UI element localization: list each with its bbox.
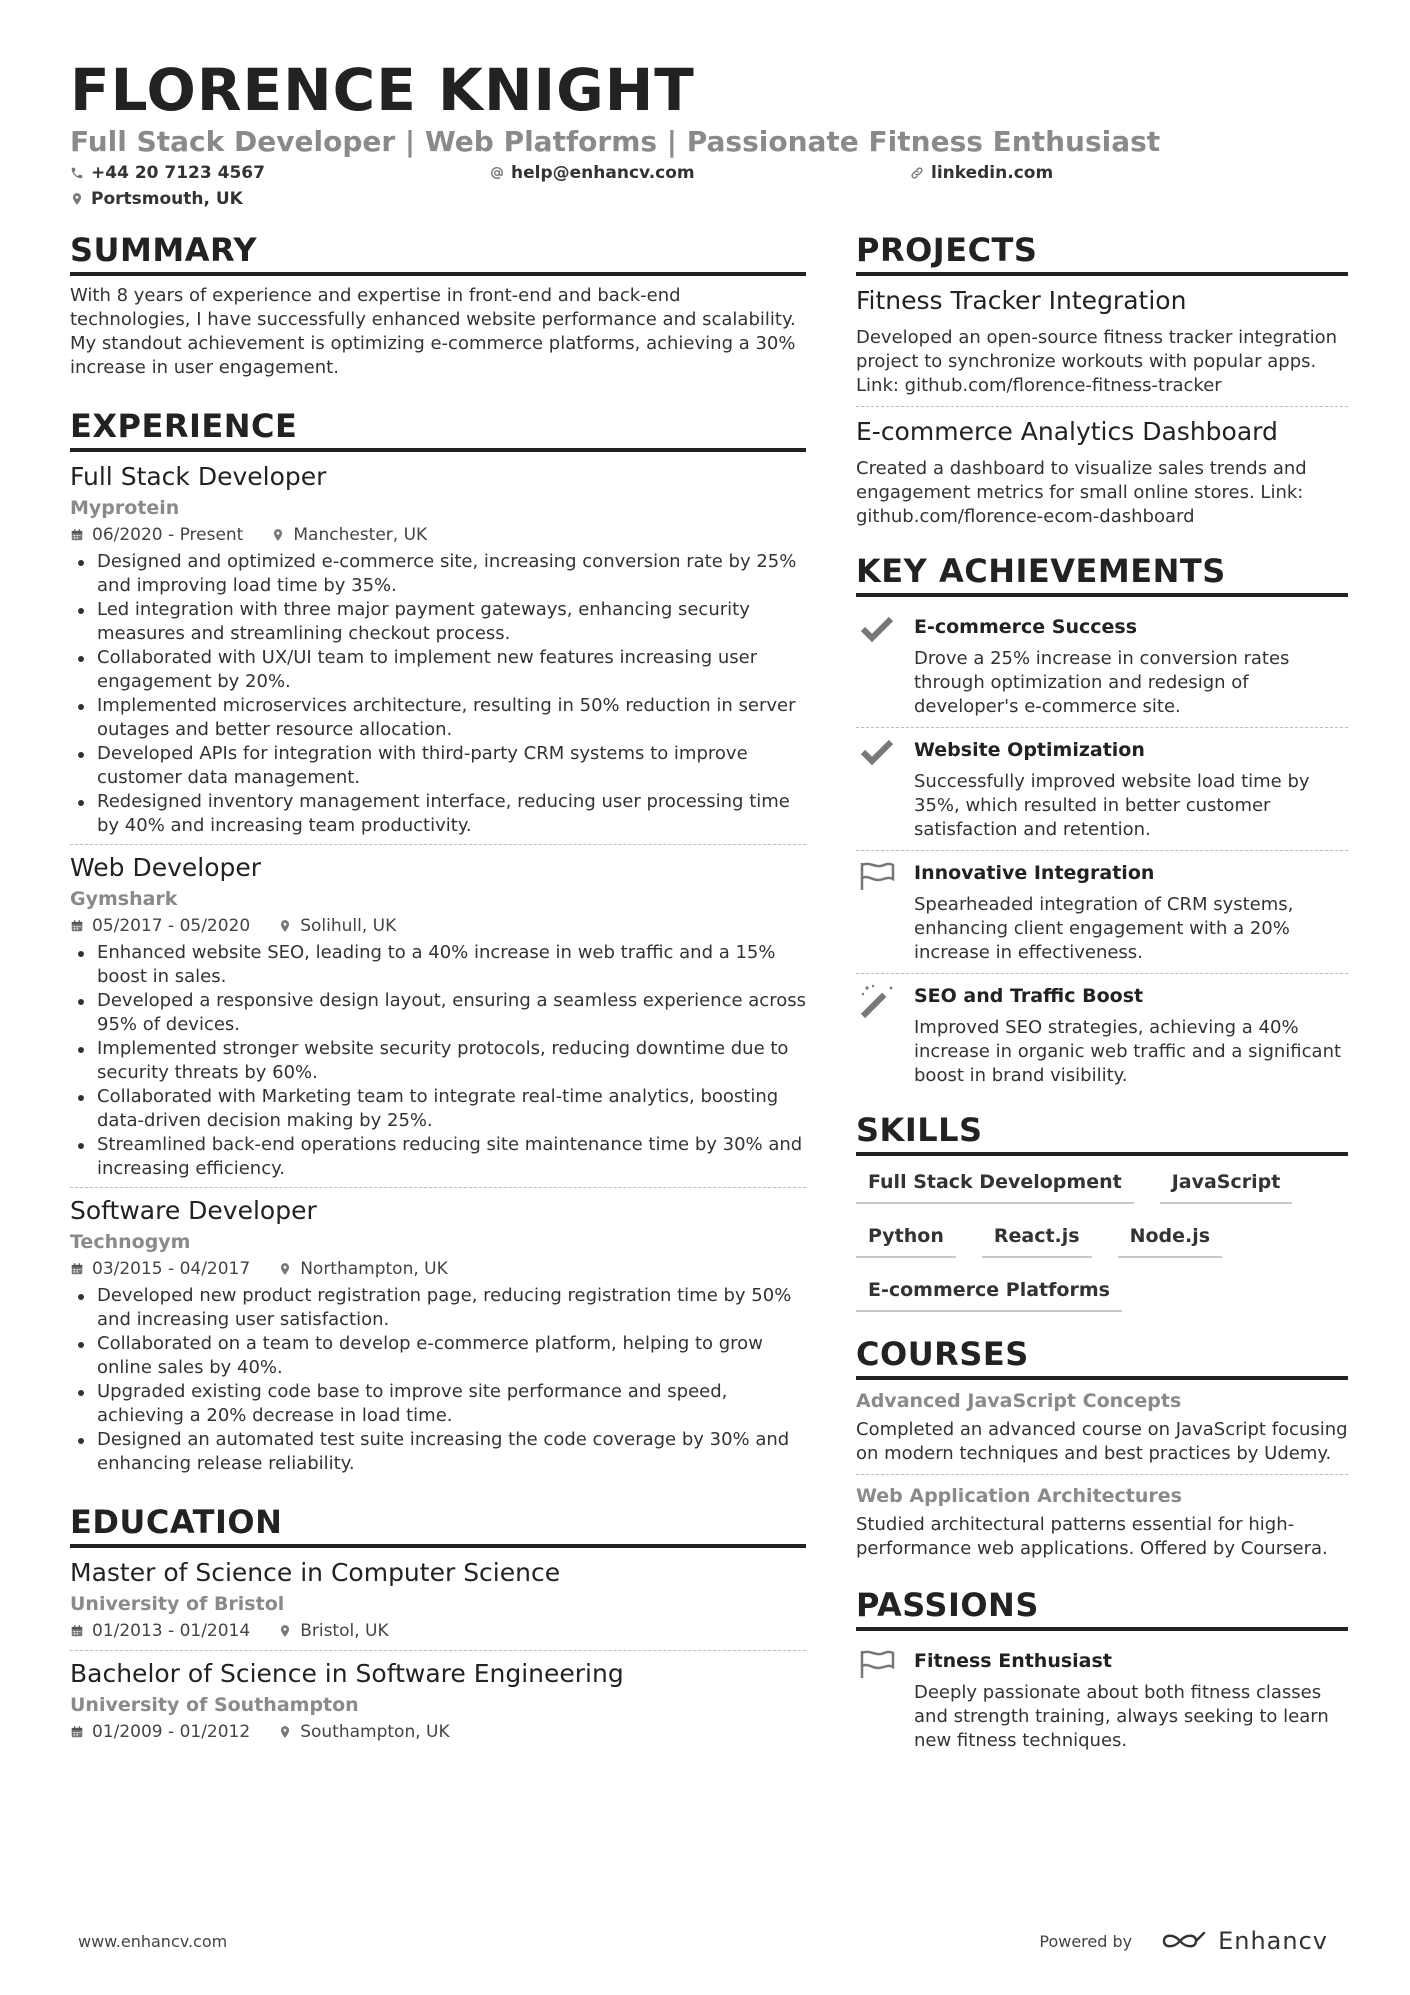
bullet-item: Upgraded existing code base to improve site performance and speed, achieving a 20% decrease in load time. — [70, 1380, 806, 1428]
degree-title: Bachelor of Science in Software Engineering — [70, 1659, 624, 1688]
contact-row-2 — [70, 186, 1350, 212]
job-bullets — [70, 941, 806, 1181]
job-location-text: Manchester, UK — [293, 525, 428, 545]
job-title: Web Developer — [70, 853, 262, 882]
job-dates: 06/2020 - Present — [92, 525, 244, 545]
candidate-headline: Full Stack Developer | Web Platforms | Passionate Fitness Enthusiast — [70, 125, 1161, 158]
skill-tag: E-commerce Platforms — [856, 1272, 1122, 1312]
company-name: Technogym — [70, 1231, 191, 1253]
bullet-item: Implemented microservices architecture, resulting in 50% reduction in server outages and better resource allocation. — [70, 694, 806, 742]
education-meta — [70, 1719, 806, 1745]
project-entry — [856, 406, 1348, 537]
page-footer — [78, 1927, 1328, 1955]
flag-icon — [856, 859, 898, 895]
bullet-item: Implemented stronger website security protocols, reducing downtime due to security threats by 60%. — [70, 1037, 806, 1085]
achievement-title: Innovative Integration — [914, 862, 1155, 884]
contact-row — [70, 160, 1350, 186]
bullet-item: Streamlined back-end operations reducing site maintenance time by 30% and increasing efficiency. — [70, 1133, 806, 1181]
location-pin-icon — [70, 192, 84, 206]
passions-section — [856, 1585, 1348, 1761]
powered-by — [1039, 1927, 1328, 1955]
location-pin-icon — [271, 528, 285, 542]
degree-title: Master of Science in Computer Science — [70, 1558, 561, 1587]
achievement-text: Successfully improved website load time by 35%, which resulted in better customer satisfaction and retention. — [914, 771, 1310, 840]
passion-entry — [856, 1639, 1348, 1761]
experience-heading: EXPERIENCE — [70, 406, 806, 452]
education-section — [70, 1502, 806, 1751]
bullet-item: Developed APIs for integration with third-party CRM systems to improve customer data management. — [70, 742, 806, 790]
education-meta — [70, 1618, 806, 1644]
contact-linkedin[interactable] — [910, 160, 1330, 186]
course-title: Advanced JavaScript Concepts — [856, 1390, 1182, 1412]
education-entry — [70, 1556, 806, 1650]
calendar-icon — [70, 919, 84, 933]
projects-heading: PROJECTS — [856, 230, 1348, 276]
bullet-item: Collaborated with UX/UI team to implement new features increasing user engagement by 20%. — [70, 646, 806, 694]
checkmark-icon — [856, 736, 898, 772]
course-entry — [856, 1388, 1348, 1474]
experience-section — [70, 406, 806, 1482]
job-dates: 03/2015 - 04/2017 — [92, 1259, 251, 1279]
summary-text: With 8 years of experience and expertise in front-end and back-end technologies, I have successfully enhanced website performance and scalability. My standout achievement is optimizing e-commerce platforms, achieving a 30% increase in user engagement. — [70, 285, 796, 378]
powered-by-label: Powered by — [1039, 1931, 1133, 1951]
project-description: Developed an open-source fitness tracker integration project to synchronize workouts with popular apps. Link: github.com/florence-fitness-tracker — [856, 327, 1337, 396]
job-meta — [70, 913, 806, 939]
achievement-text: Spearheaded integration of CRM systems, enhancing client engagement with a 20% increase in effectiveness. — [914, 894, 1294, 963]
bullet-item: Designed an automated test suite increasing the code coverage by 30% and enhancing release reliability. — [70, 1428, 806, 1476]
enhancv-logo-icon — [1160, 1929, 1208, 1953]
calendar-icon — [70, 528, 84, 542]
job-entry — [70, 844, 806, 1187]
bullet-item: Enhanced website SEO, leading to a 40% increase in web traffic and a 15% boost in sales. — [70, 941, 806, 989]
course-description: Completed an advanced course on JavaScript focusing on modern techniques and best practices by Udemy. — [856, 1419, 1348, 1464]
course-description: Studied architectural patterns essential for high-performance web applications. Offered by Coursera. — [856, 1514, 1328, 1559]
skill-tag: Full Stack Development — [856, 1164, 1134, 1204]
project-title: Fitness Tracker Integration — [856, 286, 1187, 315]
achievements-heading: KEY ACHIEVEMENTS — [856, 551, 1348, 597]
calendar-icon — [70, 1725, 84, 1739]
passions-heading: PASSIONS — [856, 1585, 1348, 1631]
at-sign-icon — [490, 166, 504, 180]
skills-heading: SKILLS — [856, 1110, 1348, 1156]
job-dates: 05/2017 - 05/2020 — [92, 916, 251, 936]
summary-heading: SUMMARY — [70, 230, 806, 276]
job-location-text: Solihull, UK — [300, 916, 397, 936]
job-location — [271, 522, 427, 548]
skill-tag: Python — [856, 1218, 956, 1258]
bullet-item: Redesigned inventory management interface, reducing user processing time by 40% and increasing team productivity. — [70, 790, 806, 838]
project-title: E-commerce Analytics Dashboard — [856, 417, 1278, 446]
achievement-text: Drove a 25% increase in conversion rates through optimization and redesign of developer's e-commerce site. — [914, 648, 1290, 717]
skills-section — [856, 1110, 1348, 1326]
courses-section — [856, 1334, 1348, 1569]
course-entry — [856, 1474, 1348, 1569]
skill-tag: React.js — [982, 1218, 1092, 1258]
calendar-icon — [70, 1624, 84, 1638]
job-bullets — [70, 550, 806, 838]
achievement-title: SEO and Traffic Boost — [914, 985, 1144, 1007]
skill-tag: Node.js — [1118, 1218, 1222, 1258]
job-bullets — [70, 1284, 806, 1476]
candidate-name: FLORENCE KNIGHT — [70, 56, 695, 124]
phone-icon — [70, 166, 84, 180]
left-column — [70, 230, 806, 1751]
school-name: University of Bristol — [70, 1593, 285, 1615]
job-location — [278, 1256, 448, 1282]
skills-list — [856, 1164, 1348, 1326]
courses-heading: COURSES — [856, 1334, 1348, 1380]
education-location-text: Southampton, UK — [300, 1722, 450, 1742]
contact-phone — [70, 160, 490, 186]
job-title: Software Developer — [70, 1196, 317, 1225]
education-location — [278, 1618, 388, 1644]
achievement-text: Improved SEO strategies, achieving a 40% increase in organic web traffic and a significant boost in brand visibility. — [914, 1017, 1342, 1086]
bullet-item: Designed and optimized e-commerce site, increasing conversion rate by 25% and improving load time by 35%. — [70, 550, 806, 598]
company-name: Myprotein — [70, 497, 180, 519]
contact-location — [70, 186, 243, 212]
company-name: Gymshark — [70, 888, 178, 910]
passion-title: Fitness Enthusiast — [914, 1650, 1112, 1672]
resume-header — [70, 58, 1350, 212]
project-entry — [856, 284, 1348, 406]
location-pin-icon — [278, 1725, 292, 1739]
job-meta — [70, 1256, 806, 1282]
passion-text: Deeply passionate about both fitness classes and strength training, always seeking to learn new fitness techniques. — [914, 1682, 1329, 1751]
job-meta — [70, 522, 806, 548]
location-pin-icon — [278, 919, 292, 933]
achievement-entry — [856, 850, 1348, 973]
job-title: Full Stack Developer — [70, 462, 327, 491]
achievement-entry — [856, 973, 1348, 1096]
flag-icon — [856, 1647, 898, 1683]
education-heading: EDUCATION — [70, 1502, 806, 1548]
right-column — [856, 230, 1348, 1761]
location-pin-icon — [278, 1624, 292, 1638]
contact-email[interactable] — [490, 160, 910, 186]
job-location-text: Northampton, UK — [300, 1259, 448, 1279]
magic-wand-icon — [856, 982, 898, 1018]
job-location — [278, 913, 396, 939]
achievement-title: E-commerce Success — [914, 616, 1138, 638]
achievements-section — [856, 551, 1348, 1096]
education-entry — [70, 1650, 806, 1751]
education-location-text: Bristol, UK — [300, 1621, 389, 1641]
education-dates: 01/2009 - 01/2012 — [92, 1722, 251, 1742]
footer-website-link[interactable]: www.enhancv.com — [78, 1931, 228, 1951]
bullet-item: Led integration with three major payment gateways, enhancing security measures and streamlining checkout process. — [70, 598, 806, 646]
bullet-item: Collaborated with Marketing team to integrate real-time analytics, boosting data-driven decision making by 25%. — [70, 1085, 806, 1133]
projects-section — [856, 230, 1348, 537]
school-name: University of Southampton — [70, 1694, 359, 1716]
calendar-icon — [70, 1262, 84, 1276]
education-dates: 01/2013 - 01/2014 — [92, 1621, 251, 1641]
project-description: Created a dashboard to visualize sales trends and engagement metrics for small online stores. Link: github.com/florence-ecom-dashboard — [856, 458, 1307, 527]
skill-tag: JavaScript — [1160, 1164, 1293, 1204]
linkedin-text[interactable]: linkedin.com — [931, 163, 1054, 183]
link-icon — [910, 166, 924, 180]
email-text[interactable]: help@enhancv.com — [511, 163, 695, 183]
achievement-title: Website Optimization — [914, 739, 1145, 761]
job-entry — [70, 460, 806, 844]
phone-text: +44 20 7123 4567 — [91, 163, 265, 183]
job-entry — [70, 1187, 806, 1482]
checkmark-icon — [856, 613, 898, 649]
location-text: Portsmouth, UK — [91, 189, 243, 209]
course-title: Web Application Architectures — [856, 1485, 1182, 1507]
bullet-item: Developed new product registration page, reducing registration time by 50% and increasing user satisfaction. — [70, 1284, 806, 1332]
achievement-entry — [856, 727, 1348, 850]
location-pin-icon — [278, 1262, 292, 1276]
summary-section — [70, 230, 806, 380]
bullet-item: Developed a responsive design layout, ensuring a seamless experience across 95% of devices. — [70, 989, 806, 1037]
education-location — [278, 1719, 449, 1745]
bullet-item: Collaborated on a team to develop e-commerce platform, helping to grow online sales by 40%. — [70, 1332, 806, 1380]
achievement-entry — [856, 605, 1348, 727]
enhancv-logo[interactable] — [1160, 1927, 1328, 1955]
brand-name: Enhancv — [1218, 1927, 1328, 1955]
